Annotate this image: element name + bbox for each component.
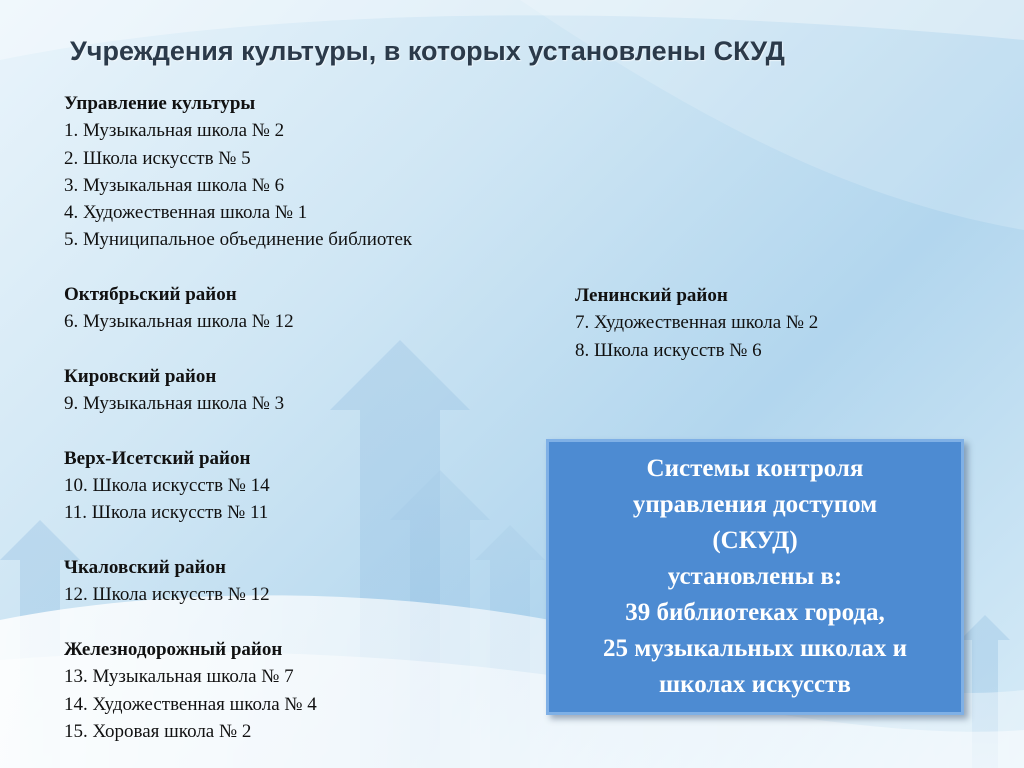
group-upravlenie-kultury — [64, 90, 544, 254]
list-item: 10. Школа искусств № 14 — [64, 475, 270, 497]
list-item: 6. Музыкальная школа № 12 — [64, 311, 294, 333]
list-item: 3. Музыкальная школа № 6 — [64, 174, 285, 196]
infobox-text — [593, 451, 917, 703]
list-item: 9. Музыкальная школа № 3 — [64, 393, 285, 415]
page-title: Учреждения культуры, в которых установлены СКУД — [70, 36, 785, 66]
list-item: 14. Художественная школа № 4 — [64, 693, 317, 715]
summary-infobox — [546, 439, 964, 715]
infobox-line: 39 библиотеках города, — [625, 599, 885, 626]
list-item: 1. Музыкальная школа № 2 — [64, 120, 285, 142]
list-item: 13. Музыкальная школа № 7 — [64, 666, 294, 688]
group-heading: Ленинский район — [575, 285, 728, 306]
infobox-line: школах искусств — [659, 671, 851, 698]
group-zheleznodorozhny — [64, 636, 544, 745]
group-kirovsky — [64, 363, 544, 418]
group-verkh-isetsky — [64, 445, 544, 527]
list-item: 8. Школа искусств № 6 — [575, 339, 762, 361]
infobox-line: управления доступом — [632, 491, 878, 518]
group-heading: Чкаловский район — [64, 557, 226, 579]
infobox-line: установлены в: — [667, 563, 843, 590]
list-item: 7. Художественная школа № 2 — [575, 312, 819, 334]
group-heading: Управление культуры — [64, 93, 256, 114]
left-column — [64, 90, 544, 745]
list-item: 15. Хоровая школа № 2 — [64, 720, 252, 742]
list-item: 4. Художественная школа № 1 — [64, 202, 308, 224]
list-item: 12. Школа искусств № 12 — [64, 584, 270, 606]
list-item: 11. Школа искусств № 11 — [64, 502, 269, 524]
infobox-line: 25 музыкальных школах и — [602, 635, 908, 662]
group-heading: Октябрьский район — [64, 284, 237, 306]
infobox-line: Системы контроля — [646, 455, 864, 482]
right-column — [575, 282, 975, 364]
list-item: 5. Муниципальное объединение библиотек — [64, 229, 413, 251]
infobox-line: (СКУД) — [712, 527, 798, 554]
group-oktyabrsky — [64, 281, 544, 336]
group-heading: Кировский район — [64, 365, 217, 387]
group-leninsky — [575, 282, 975, 364]
list-item: 2. Школа искусств № 5 — [64, 147, 251, 169]
group-chkalovsky — [64, 554, 544, 609]
group-heading: Верх-Исетский район — [64, 447, 251, 469]
group-heading: Железнодорожный район — [64, 638, 283, 660]
